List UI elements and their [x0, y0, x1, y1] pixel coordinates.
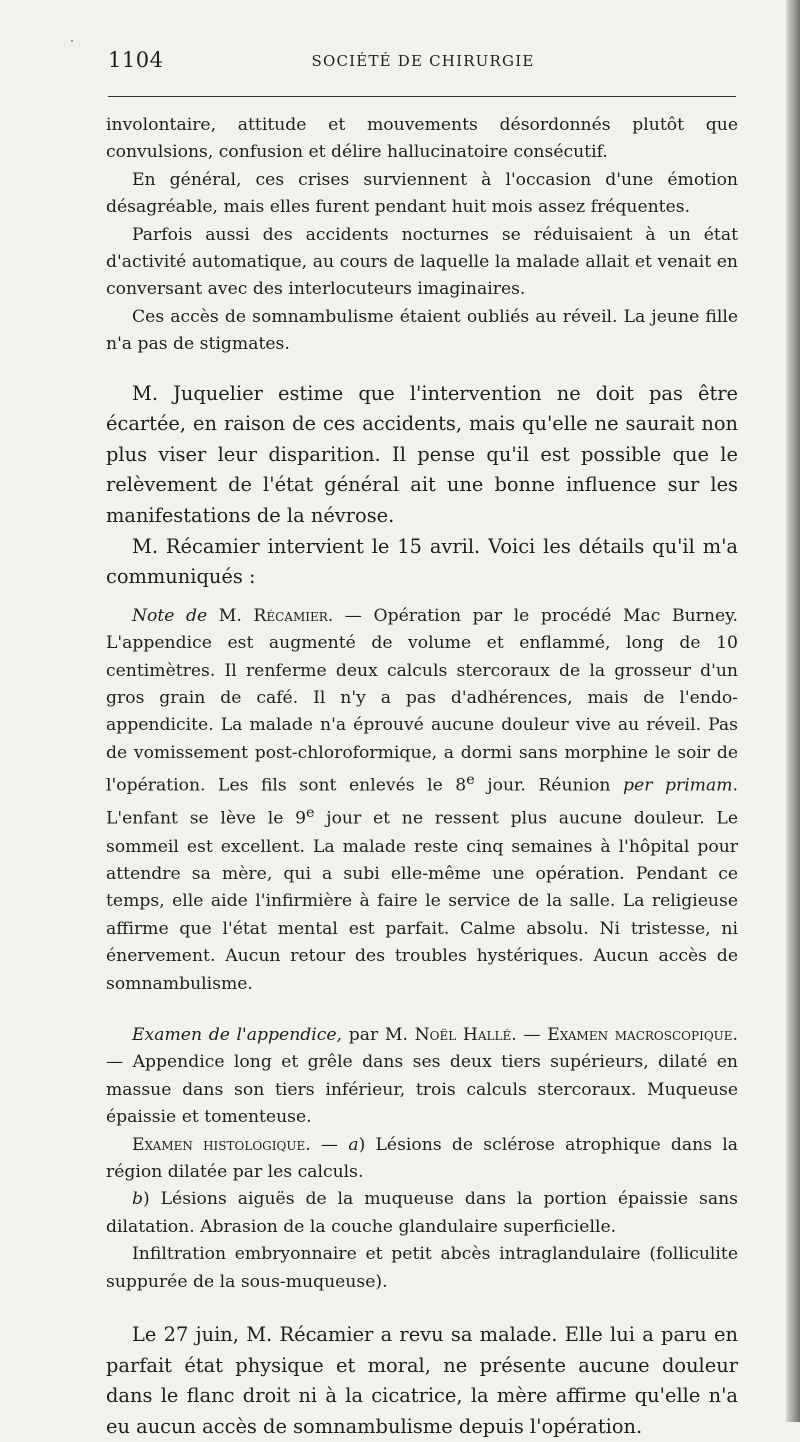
exam-macro-text: . — Appendice long et grêle dans ses deux tiers supérieurs, dilaté en massue dans son tiers inférieur, trois calculs stercoraux. Muqueuse épaissie et tomenteuse. [106, 1024, 739, 1128]
examen-histologique [106, 1132, 738, 1187]
note-latin: per primam [623, 775, 733, 796]
note-text-1: . — Opération par le procédé Mac Burney. L'appendice est augmenté de volume et enflammé, long de 10 centimètres. Il renferme deux calculs stercoraux de la grosseur d'un gros grain de café. Il n'y a pas d'adhérences, mais de l'endo-appendicite. La malade n'a éprouvé aucune douleur vive au réveil. Pas de vomissement post-chloroformique, a dormi sans morphine le soir de l'opération. Les fils sont enlevés le 8 [106, 605, 739, 796]
histo-b-text: ) Lésions aiguës de la muqueuse dans la portion épaissie sans dilatation. Abrasion de la couche glandulaire superficielle. [106, 1189, 738, 1237]
histo-infiltration: Infiltration embryonnaire et petit abcès intraglandulaire (folliculite suppurée de la sous-muqueuse). [106, 1244, 738, 1292]
running-title: SOCIÉTÉ DE CHIRURGIE [311, 52, 535, 70]
page-body [106, 112, 738, 1442]
note-sup-1: e [466, 772, 475, 789]
note-m: M. [218, 605, 242, 626]
page-edge-shadow [786, 0, 800, 1422]
note-author: Récamier [253, 605, 328, 626]
paragraph-continuation: involontaire, attitude et mouvements désordonnés plutôt que convulsions, confusion et délire hallucinatoire consécutif. [106, 115, 738, 163]
note-text-4: jour et ne ressent plus aucune douleur. Le sommeil est excellent. La malade reste cinq semaines à l'hôpital pour attendre sa mère, qui a subi elle-même une opération. Pendant ce temps, elle aide l'infirmière à faire le service de la salle. La religieuse affirme que l'état mental est parfait. Calme absolu. Ni tristesse, ni énervement. Aucun retour des troubles hystériques. Aucun accès de somnambulisme. [106, 809, 738, 994]
paragraph-accidents-nocturnes: Parfois aussi des accidents nocturnes se réduisaient à un état d'activité automatique, au cours de laquelle la malade allait et venait en conversant avec des interlocuteurs imaginaires. [106, 224, 738, 300]
page-number: 1104 [108, 48, 164, 72]
note-text-3: . L'enfant se lève le 9 [106, 775, 738, 830]
exam-dash: . — [511, 1024, 548, 1045]
histo-a-text: ) Lésions de sclérose atrophique dans la région dilatée par les calculs. [106, 1134, 739, 1182]
exam-by: par M. [342, 1024, 415, 1045]
histo-sep: . — [305, 1134, 349, 1155]
paragraph-somnambulisme: Ces accès de somnambulisme étaient oubliés au réveil. La jeune fille n'a pas de stigmates. [106, 306, 738, 355]
histo-b-label: b [132, 1189, 144, 1210]
exam-author: Noël Hallé [414, 1024, 512, 1045]
note-label: Note de [132, 605, 208, 626]
exam-label: Examen de l'appendice, [132, 1024, 343, 1045]
note-text-2: jour. Réunion [474, 775, 624, 796]
note-sup-2: e [306, 805, 315, 822]
paragraph-juquelier: M. Juquelier estime que l'intervention ne doit pas être écartée, en raison de ces accidents, mais qu'elle ne saurait non plus viser leur disparition. Il pense qu'il est possible que le relèvement de l'état général ait une bonne influence sur les manifestations de la névrose. [106, 381, 738, 528]
header-rule [108, 96, 736, 97]
paragraph-final: Le 27 juin, M. Récamier a revu sa malade. Elle lui a paru en parfait état physique et moral, ne présente aucune douleur dans le flanc droit ni à la cicatrice, la mère affirme qu'elle n'a eu aucun accès de somnambulisme depuis l'opération. [106, 1323, 738, 1438]
exam-macro-label: Examen macroscopique [547, 1024, 733, 1045]
histo-b [106, 1186, 738, 1241]
examen-macroscopique [106, 1022, 738, 1132]
page-header [108, 46, 738, 86]
note-recamier [106, 603, 738, 998]
histo-label: Examen histologique [132, 1134, 306, 1155]
speck [71, 40, 73, 42]
histo-a-label: a [348, 1134, 359, 1155]
paragraph-crises: En général, ces crises surviennent à l'occasion d'une émotion désagréable, mais elles furent pendant huit mois assez fréquentes. [106, 169, 738, 218]
paragraph-recamier-intervention: M. Récamier intervient le 15 avril. Voici les détails qu'il m'a communiqués : [106, 534, 738, 589]
